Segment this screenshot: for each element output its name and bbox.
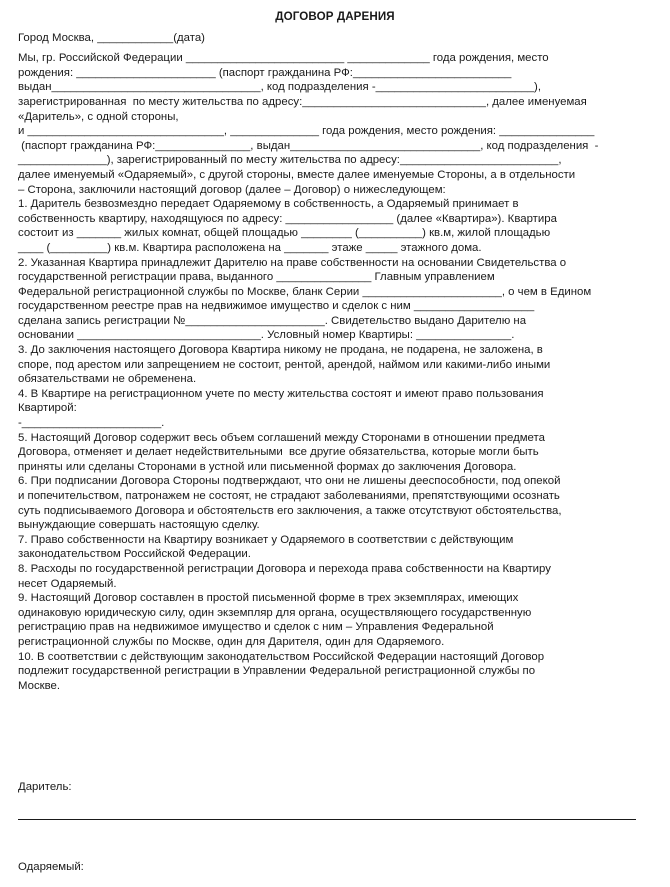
clause-line: подлежит государственной регистрации в Управлении Федеральной регистрационной службы по: [18, 665, 536, 678]
clause-line: Федеральной регистрационной службы по Москве, бланк Серии ______________________, о чем в Едином: [18, 285, 592, 298]
clause-line: 7. Право собственности на Квартиру возникает у Одаряемого в соответствии с действующим: [18, 533, 514, 546]
preamble-line: зарегистрированная по месту жительства по адресу:_____________________________, далее именуемая: [18, 95, 587, 108]
clause-line: и попечительством, патронажем не состоят, не страдают заболеваниями, препятствующими осознать: [18, 490, 560, 502]
clause-line: Квартирой:: [18, 402, 77, 415]
preamble-line: рождения: ______________________ (паспорт гражданина РФ:_________________________: [18, 66, 512, 79]
donor-signature-line: [18, 819, 636, 820]
clause-line: состоит из _______ жилых комнат, общей площадью ________ (__________) кв.м, жилой площадью: [18, 227, 551, 240]
clause-line: 9. Настоящий Договор составлен в простой письменной форме в трех экземплярах, имеющих: [18, 592, 519, 605]
clause-line: вынуждающие совершать настоящую сделку.: [18, 519, 260, 532]
clause-line: суть подписываемого Договора и обстоятельств его заключения, а также отсутствуют обстоятельства,: [18, 504, 562, 517]
preamble-line: и _______________________________, ______________ года рождения, место рождения: _______________: [18, 125, 595, 138]
clause-line: ____ (_________) кв.м. Квартира расположена на _______ этаже _____ этажного дома.: [18, 241, 482, 254]
clause-line: 2. Указанная Квартира принадлежит Дарителю на праве собственности на основании Свидетельства о: [18, 256, 567, 269]
preamble-line: Мы, гр. Российской Федерации _________________________ _____________ года рождения, место: [18, 52, 549, 65]
preamble-line: выдан_________________________________, код подразделения -_________________________),: [18, 81, 542, 94]
clause-line: 3. До заключения настоящего Договора Квартира никому не продана, не подарена, не заложена, в: [18, 344, 543, 357]
clause-line: государственной регистрации права, выданного _______________ Главным управлением: [18, 271, 495, 284]
clause-2: [18, 256, 652, 344]
clause-line: сделана запись регистрации №______________________. Свидетельство выдано Дарителю на: [18, 314, 527, 327]
clause-1: [18, 197, 652, 255]
preamble-line: – Сторона, заключили настоящий договор (далее – Договор) о нижеследующем:: [18, 183, 446, 196]
clause-line: обязательствами не обременена.: [18, 373, 197, 386]
clause-line: несет Одаряемый.: [18, 577, 117, 590]
clause-line: собственность квартиру, находящуюся по адресу: _________________ (далее «Квартира»). Квартира: [18, 212, 557, 225]
clause-line: 4. В Квартире на регистрационном учете по месту жительства состоят и имеют право пользования: [18, 387, 544, 400]
donor-signature-block: [18, 780, 652, 820]
preamble-line: далее именуемый «Одаряемый», с другой стороны, вместе далее именуемые Стороны, а в отдельности: [18, 168, 576, 181]
clause-line: 6. При подписании Договора Стороны подтверждают, что они не лишены дееспособности, под опекой: [18, 475, 561, 488]
clause-line: 8. Расходы по государственной регистрации Договора и перехода права собственности на Квартиру: [18, 562, 551, 575]
clause-line: 10. В соответствии с действующим законодательством Российской Федерации настоящий Договор: [18, 650, 545, 663]
clause-line: Договора, отменяет и делает недействительными все другие обязательства, которые могли быть: [18, 446, 539, 459]
preamble: [18, 51, 652, 197]
clause-line: -______________________.: [18, 417, 165, 430]
recipient-signature-block: [18, 860, 652, 875]
document-title: ДОГОВОР ДАРЕНИЯ: [275, 10, 395, 23]
clause-line: споре, под арестом или запрещением не состоит, рентой, арендой, наймом или какими-либо иными: [18, 358, 551, 371]
clause-line: 1. Даритель безвозмездно передает Одаряемому в собственность, а Одаряемый принимает в: [18, 198, 519, 211]
clause-line: 5. Настоящий Договор содержит весь объем соглашений между Сторонами в отношении предмета: [18, 431, 545, 444]
clause-line: государственном реестре прав на недвижимое имущество и сделок с ним ___________________: [18, 300, 535, 313]
clause-line: приняты или сделаны Сторонами в устной или письменной формах до заключения Договора.: [18, 460, 517, 473]
clause-line: основании _____________________________. Условный номер Квартиры: _______________.: [18, 329, 515, 342]
clause-4: [18, 387, 652, 431]
donor-label: Даритель:: [18, 781, 72, 793]
recipient-label: Одаряемый:: [18, 861, 84, 873]
clause-6: [18, 474, 652, 532]
preamble-line: ______________), зарегистрированный по месту жительства по адресу:_________________________,: [18, 154, 562, 167]
clause-line: Москве.: [18, 679, 61, 692]
clause-5: [18, 431, 652, 475]
clause-line: регистрационной службы по Москве, один для Дарителя, один для Одаряемого.: [18, 635, 445, 648]
city-date-line: Город Москва, ____________(дата): [18, 31, 205, 44]
clause-line: регистрацию прав на недвижимое имущество и сделок с ним – Управления Федеральной: [18, 621, 494, 634]
clause-10: [18, 650, 652, 694]
preamble-line: «Даритель», с одной стороны,: [18, 110, 179, 123]
clauses: [18, 197, 652, 693]
clause-7: [18, 533, 652, 562]
clause-3: [18, 343, 652, 387]
clause-line: одинаковую юридическую силу, один экземпляр для органа, осуществляющего государственную: [18, 606, 532, 619]
clause-8: [18, 562, 652, 591]
clause-line: законодательством Российской Федерации.: [18, 548, 251, 561]
preamble-line: (паспорт гражданина РФ:_______________, выдан______________________________, код подразделения -: [18, 139, 599, 152]
clause-9: [18, 591, 652, 649]
